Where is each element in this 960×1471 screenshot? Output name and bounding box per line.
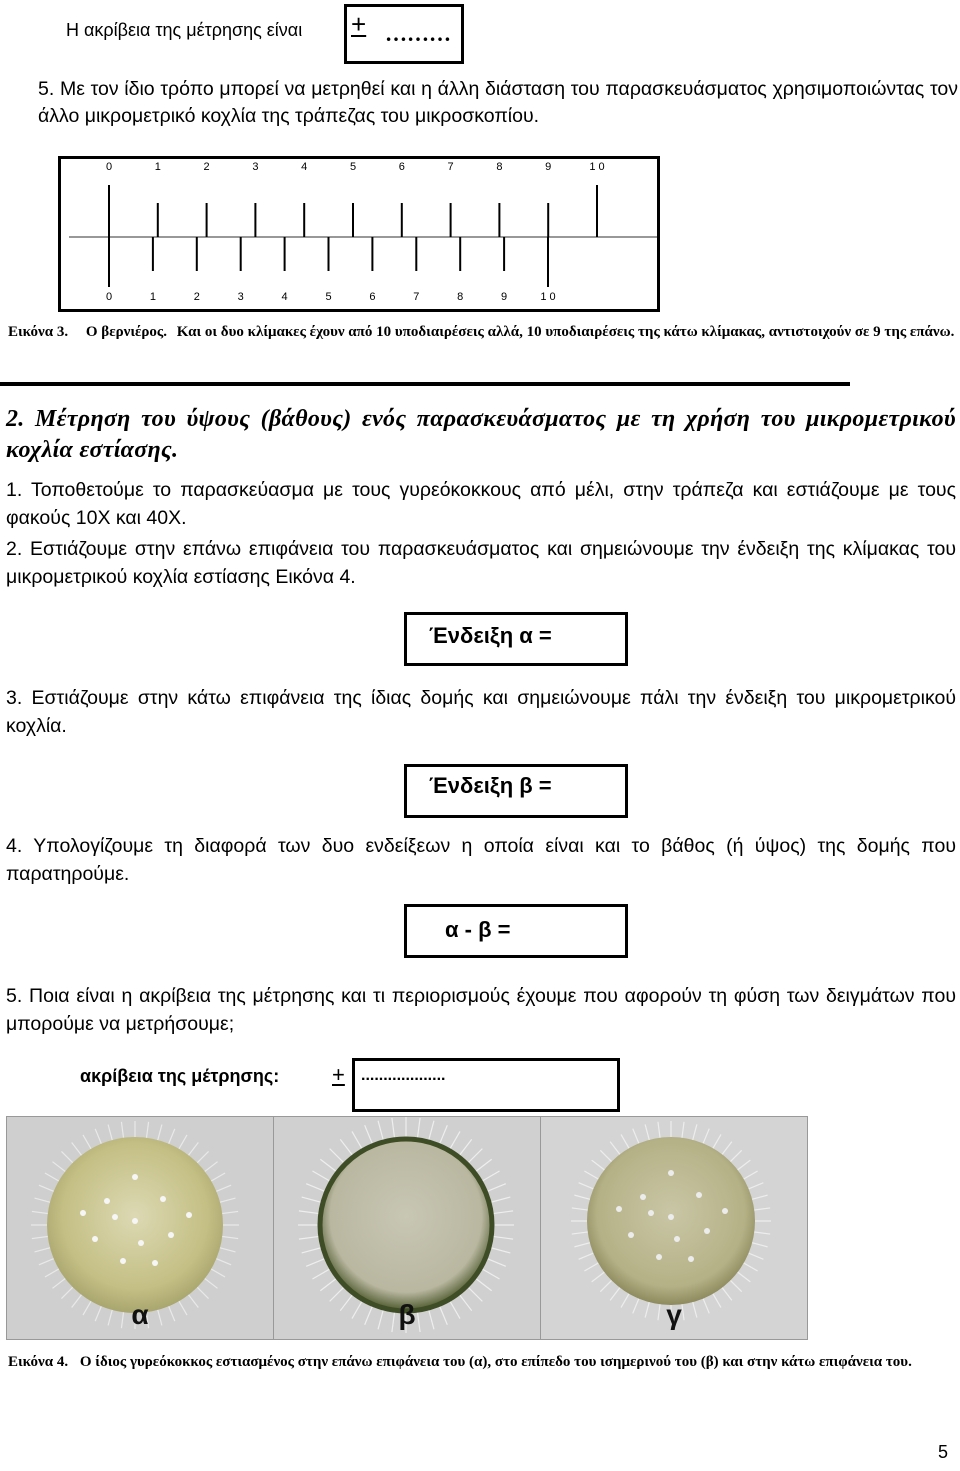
figure3-caption	[8, 322, 956, 343]
step5-paragraph: 5. Με τον ίδιο τρόπο μπορεί να μετρηθεί και η άλλη διάσταση του παρασκευάσματος χρησιμοποιώντας τον άλλο μικρομετρικό κοχλία της τράπεζας του μικροσκοπίου.	[38, 78, 958, 127]
precision-plus-symbol: +	[332, 1062, 345, 1087]
box-reading-a[interactable]	[404, 612, 628, 666]
step4-paragraph: 4. Υπολογίζουμε τη διαφορά των δυο ενδείξεων η οποία είναι και το βάθος (ή ύψος) της δομής που παρατηρούμε.	[6, 835, 956, 885]
box-difference-label: α - β =	[445, 917, 511, 942]
pollen-photo-c	[540, 1116, 808, 1340]
vernier-bottom-label: 0	[105, 291, 113, 303]
vernier-top-label: 1 0	[589, 161, 605, 173]
section2-heading: 2. Μέτρηση του ύψους (βάθους) ενός παρασκευάσματος με τη χρήση του μικρομετρικού κοχλία εστίασης.	[6, 406, 956, 463]
figure3-title: Ο βερνιέρος.	[85, 324, 167, 340]
vernier-top-label: 9	[545, 161, 552, 173]
vernier-top-label: 3	[252, 161, 259, 173]
plus-minus-symbol: +	[351, 9, 367, 39]
vernier-top-label: 2	[203, 161, 210, 173]
vernier-bottom-label: 9	[501, 291, 508, 303]
vernier-bottom-label: 6	[369, 291, 376, 303]
vernier-bottom-label: 4	[281, 291, 288, 303]
vernier-scale-graphic	[61, 159, 657, 309]
figure3-label: Εικόνα 3.	[8, 324, 69, 340]
top-precision-dots: ………	[385, 21, 451, 46]
step2-paragraph: 2. Εστιάζουμε στην επάνω επιφάνεια του παρασκευάσματος και σημειώνουμε την ένδειξη της κλίμακας του μικρομετρικού κοχλία εστίασης Εικόνα 4.	[6, 538, 956, 588]
section-divider	[0, 382, 850, 386]
vernier-figure	[58, 156, 660, 312]
photo-label-a: α	[131, 1299, 149, 1330]
vernier-top-label: 6	[398, 161, 405, 173]
figure3-text: Και οι δυο κλίμακες έχουν από 10 υποδιαιρέσεις αλλά, 10 υποδιαιρέσεις της κάτω κλίμακας, αντιστοιχούν σε 9 της επάνω.	[176, 324, 955, 340]
vernier-top-label: 5	[349, 161, 357, 173]
box-reading-a-label: Ένδειξη α =	[429, 623, 552, 648]
photo-label-b: β	[398, 1299, 416, 1330]
vernier-bottom-label: 8	[457, 291, 464, 303]
step1-paragraph: 1. Τοποθετούμε το παρασκεύασμα με τους γυρεόκοκκους από μέλι, στην τράπεζα και εστιάζουμε με τους φακούς 10Χ και 40Χ.	[6, 479, 956, 529]
step3-paragraph: 3. Εστιάζουμε στην κάτω επιφάνεια της ίδιας δομής και σημειώνουμε πάλι την ένδειξη του μικρομετρικού κοχλία.	[6, 687, 956, 737]
vernier-bottom-label: 5	[325, 291, 332, 303]
vernier-bottom-label: 1 0	[540, 291, 556, 303]
step5b-paragraph: 5. Ποια είναι η ακρίβεια της μέτρησης και τι περιορισμούς έχουμε που αφορούν τη φύση των δειγμάτων που μπορούμε να μετρήσουμε;	[6, 985, 956, 1035]
figure4-label: Εικόνα 4.	[8, 1354, 69, 1370]
vernier-bottom-label: 3	[237, 291, 244, 303]
vernier-top-label: 4	[301, 161, 308, 173]
photo-label-c: γ	[666, 1299, 682, 1330]
top-precision-text: Η ακρίβεια της μέτρησης είναι	[66, 20, 303, 40]
vernier-bottom-label: 2	[193, 291, 200, 303]
precision-answer-box[interactable]	[352, 1058, 620, 1112]
box-reading-b[interactable]	[404, 764, 628, 818]
pollen-photo-b	[273, 1116, 541, 1340]
vernier-bottom-label: 7	[413, 291, 420, 303]
precision-dots: ...................	[361, 1067, 446, 1084]
figure4-text: Ο ίδιος γυρεόκοκκος εστιασμένος στην επάνω επιφάνεια του (α), στο επίπεδο του ισημερινού του (β) και στην κάτω επιφάνεια του.	[79, 1354, 912, 1370]
box-reading-b-label: Ένδειξη β =	[429, 773, 552, 798]
vernier-bottom-label: 1	[149, 291, 156, 303]
figure4-caption	[8, 1352, 958, 1373]
precision-label: ακρίβεια της μέτρησης:	[80, 1066, 280, 1086]
vernier-top-label: 1	[154, 161, 161, 173]
vernier-top-label: 0	[105, 161, 113, 173]
page-number: 5	[938, 1442, 949, 1462]
box-difference[interactable]	[404, 904, 628, 958]
top-precision-box[interactable]	[344, 4, 464, 64]
vernier-top-label: 8	[496, 161, 503, 173]
pollen-photo-a	[6, 1116, 274, 1340]
vernier-top-label: 7	[447, 161, 454, 173]
